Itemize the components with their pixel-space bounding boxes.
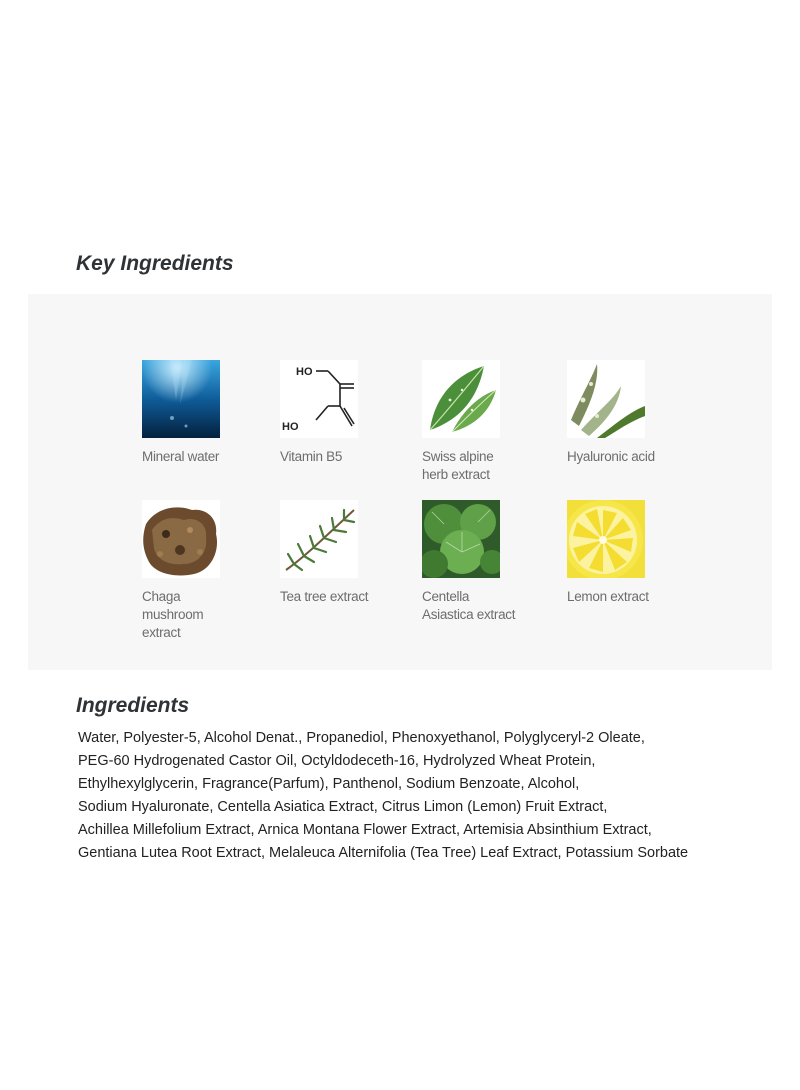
- ingredient-card-lemon: [567, 500, 707, 606]
- herb-leaf-image: [422, 360, 500, 438]
- ingredient-label: Hyaluronic acid: [567, 449, 655, 464]
- ingredient-card-hyaluronic-acid: [567, 360, 707, 466]
- ingredient-label: Vitamin B5: [280, 449, 343, 464]
- ingredients-list: [78, 727, 778, 865]
- ingredient-card-swiss-alpine-herb: [422, 360, 562, 484]
- ingredient-label: Mineral water: [142, 449, 220, 464]
- ingredients-line: Sodium Hyaluronate, Centella Asiatica Extract, Citrus Limon (Lemon) Fruit Extract,: [78, 799, 608, 815]
- ingredients-title: Ingredients: [76, 694, 190, 717]
- svg-text:HO: HO: [282, 421, 299, 433]
- ingredient-label: Swiss alpine herb extract: [422, 449, 494, 482]
- key-ingredients-title: Key Ingredients: [76, 252, 234, 275]
- ingredients-line: Ethylhexylglycerin, Fragrance(Parfum), Panthenol, Sodium Benzoate, Alcohol,: [78, 776, 580, 792]
- svg-text:HO: HO: [296, 366, 313, 378]
- ingredient-label: Tea tree extract: [280, 589, 369, 604]
- ingredient-card-chaga-mushroom: [142, 500, 282, 642]
- ingredient-label: Centella Asiastica extract: [422, 589, 516, 622]
- ingredients-line: Achillea Millefolium Extract, Arnica Montana Flower Extract, Artemisia Absinthium Extract,: [78, 822, 652, 838]
- ingredient-card-vitamin-b5: [280, 360, 420, 466]
- ingredient-label: Lemon extract: [567, 589, 649, 604]
- key-ingredients-panel: [28, 294, 772, 670]
- ingredient-card-centella: [422, 500, 562, 624]
- ingredients-line: Gentiana Lutea Root Extract, Melaleuca Alternifolia (Tea Tree) Leaf Extract, Potassium Sorbate: [78, 845, 689, 861]
- aloe-image: [567, 360, 645, 438]
- tea-tree-sprig-image: [280, 500, 358, 578]
- ingredient-card-tea-tree: [280, 500, 420, 606]
- centella-leaves-image: [422, 500, 500, 578]
- ingredients-line: Water, Polyester-5, Alcohol Denat., Propanediol, Phenoxyethanol, Polyglyceryl-2 Oleate,: [78, 730, 645, 746]
- ingredient-label: Chaga mushroom extract: [142, 589, 204, 640]
- lemon-slice-image: [567, 500, 645, 578]
- chaga-mushroom-image: [142, 500, 220, 578]
- vitamin-b5-structure-image: [280, 360, 358, 438]
- ingredient-card-mineral-water: [142, 360, 282, 466]
- mineral-water-image: [142, 360, 220, 438]
- ingredients-line: PEG-60 Hydrogenated Castor Oil, Octyldodeceth-16, Hydrolyzed Wheat Protein,: [78, 753, 596, 769]
